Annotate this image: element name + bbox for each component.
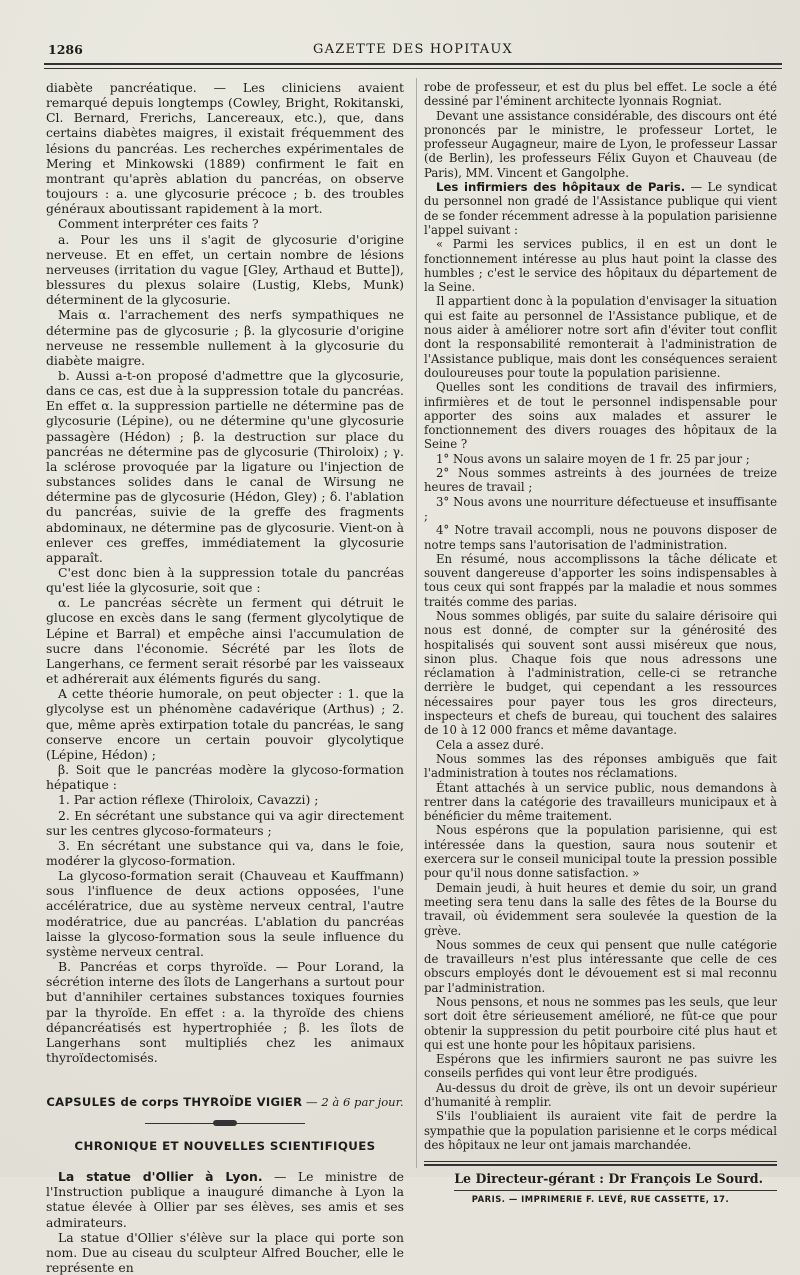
paragraph: Nous sommes de ceux qui pensent que nulle catégorie de travailleurs n'est plus intéressante que celle de ces obscurs employés dont le dévouement est si mal reconnu par l'administration. bbox=[424, 937, 777, 995]
advertisement bbox=[46, 1095, 404, 1109]
signature-rule bbox=[424, 1161, 777, 1162]
paragraph: « Parmi les services publics, il en est un dont le fonctionnement intéresse au plus haut point la classe des humbles ; c'est le service des hôpitaux du département de la Seine. bbox=[424, 237, 777, 295]
signature-rule-thick bbox=[424, 1164, 777, 1166]
page-header bbox=[48, 42, 778, 64]
paragraph: robe de professeur, et est du plus bel effet. Le socle a été dessiné par l'éminent architecte lyonnais Rogniat. bbox=[424, 80, 777, 109]
paragraph: Étant attachés à un service public, nous demandons à rentrer dans la catégorie des travailleurs municipaux et à bénéficier du même traitement. bbox=[424, 780, 777, 824]
paragraph: Nous espérons que la population parisienne, qui est intéressée dans la question, saura nous soutenir et exercera sur le conseil municipal toute la pression possible pour qu'il nous donne satisfaction. » bbox=[424, 823, 777, 881]
paragraph: 3° Nous avons une nourriture défectueuse et insuffisante ; bbox=[424, 494, 777, 523]
paragraph: diabète pancréatique. — Les cliniciens avaient remarqué depuis longtemps (Cowley, Bright, Rokitanski, Cl. Bernard, Frerichs, Lancereaux, etc.), que, dans certains diabètes maigres, il existait fréquemment des lésions du pancréas. Les recherches expérimentales de Mering et Minkowski (1889) confirment le fait en montrant qu'après ablation du pancréas, on observe toujours : a. une glycosurie précoce ; b. des troubles généraux aboutissant rapidement à la mort. bbox=[46, 80, 404, 217]
header-rule-thick bbox=[44, 63, 782, 65]
paragraph: Quelles sont les conditions de travail des infirmiers, infirmières et de tout le personnel indispensable pour apporter des soins aux malades et assurer le fonctionnement des divers rouages des hôpitaux de la Seine ? bbox=[424, 380, 777, 452]
article-text: — Le ministre de l'Instruction publique a inauguré dimanche à Lyon la statue élevée à Ollier par ses élèves, ses amis et ses admirateurs. bbox=[46, 1169, 404, 1230]
paragraph: 1. Par action réflexe (Thiroloix, Cavazzi) ; bbox=[58, 792, 319, 808]
printer-line: PARIS. — IMPRIMERIE F. LEVÉ, RUE CASSETTE, 17. bbox=[471, 1194, 730, 1205]
paragraph: Mais α. l'arrachement des nerfs sympathiques ne détermine pas de glycosurie ; β. la glycosurie d'origine nerveuse ne ressemble nullement à la glycosurie du diabète maigre. bbox=[46, 307, 404, 368]
paragraph: S'ils l'oubliaient ils auraient vite fait de perdre la sympathie que la population parisienne et le corps médical des hôpitaux ne leur ont jamais marchandée. bbox=[424, 1109, 777, 1152]
right-column bbox=[424, 80, 777, 1204]
paragraph: 4° Notre travail accompli, nous ne pouvons disposer de notre temps sans l'autorisation de l'administration. bbox=[424, 523, 777, 552]
paragraph: α. Le pancréas sécrète un ferment qui détruit le glucose en excès dans le sang (ferment glycolytique de Lépine et Barral) et empêche ainsi l'accumulation de sucre dans l'économie. Sécrété par les îlots de Langerhans, ce ferment serait résorbé par les vaisseaux et adhérerait aux éléments figurés du sang. bbox=[46, 595, 404, 687]
ad-product: CAPSULES de corps THYROÏDE VIGIER bbox=[46, 1095, 303, 1110]
paragraph: 2. En sécrétant une substance qui va agir directement sur les centres glycoso-formateurs ; bbox=[46, 807, 404, 838]
paragraph: La statue d'Ollier s'élève sur la place qui porte son nom. Due au ciseau du sculpteur Alfred Boucher, elle le représente en bbox=[46, 1229, 404, 1275]
paragraph: Nous sommes las des réponses ambiguës que fait l'administration à toutes nos réclamations. bbox=[424, 751, 777, 781]
director-signature: Le Directeur-gérant : Dr François Le Sourd. bbox=[454, 1171, 763, 1187]
paragraph: Demain jeudi, à huit heures et demie du soir, un grand meeting sera tenu dans la salle des fêtes de la Bourse du travail, où évidemment sera soulevée la question de la grève. bbox=[424, 880, 777, 938]
paragraph: a. Pour les uns il s'agit de glycosurie d'origine nerveuse. Et en effet, un certain nombre de lésions nerveuses (irritation du vague [Gley, Arthaud et Butte]), blessures du plexus solaire (Lustig, Klebs, Munk) déterminent de la glycosurie. bbox=[46, 231, 404, 308]
journal-title: GAZETTE DES HOPITAUX bbox=[313, 42, 513, 57]
paragraph: Espérons que les infirmiers sauront ne pas suivre les conseils perfides qui vont leur être prodigués. bbox=[424, 1052, 777, 1081]
paragraph: Devant une assistance considérable, des discours ont été prononcés par le ministre, le professeur Lortet, le professeur Augagneur, maire de Lyon, le professeur Lassar (de Berlin), les professeurs Félix Guyon et Chauveau (de Paris), MM. Vincent et Gangolphe. bbox=[424, 108, 777, 180]
article-text: — Le syndicat du personnel non gradé de l'Assistance publique qui vient de se fonder récemment adresse à la population parisienne l'appel suivant : bbox=[424, 180, 777, 237]
section-title: CHRONIQUE ET NOUVELLES SCIENTIFIQUES bbox=[74, 1139, 376, 1154]
column-divider bbox=[416, 78, 417, 1168]
paragraph: b. Aussi a-t-on proposé d'admettre que la glycosurie, dans ce cas, est due à la suppression totale du pancréas. En effet α. la suppression partielle ne détermine pas de glycosurie (Lépine), ou ne détermine qu'une glycosurie passagère (Hédon) ; β. la destruction sur place du pancréas ne détermine pas de glycosurie (Thiroloix) ; γ. la sclérose provoquée par la ligature ou l'injection de substances solides dans le canal de Wirsung ne détermine pas de glycosurie (Hédon, Gley) ; δ. l'ablation du pancréas, suivie de la greffe des fragments abdominaux, ne détermine pas de glycosurie. Vient-on à enlever ces greffes, immédiatement la glycosurie apparaît. bbox=[46, 367, 404, 565]
article-lead: La statue d'Ollier à Lyon. bbox=[58, 1169, 263, 1185]
left-column bbox=[46, 80, 404, 1275]
ornament-divider bbox=[145, 1120, 305, 1126]
paragraph: 3. En sécrétant une substance qui va, dans le foie, modérer la glycoso-formation. bbox=[46, 837, 404, 868]
paragraph: Cela a assez duré. bbox=[436, 737, 544, 752]
page-number: 1286 bbox=[48, 42, 83, 57]
paragraph: 2° Nous sommes astreints à des journées de treize heures de travail ; bbox=[424, 466, 777, 495]
article-lead: Les infirmiers des hôpitaux de Paris. bbox=[436, 180, 686, 195]
paragraph: 1° Nous avons un salaire moyen de 1 fr. 25 par jour ; bbox=[436, 451, 750, 466]
header-rule-thin bbox=[44, 68, 782, 69]
printer-rule bbox=[454, 1190, 777, 1191]
paragraph: B. Pancréas et corps thyroïde. — Pour Lorand, la sécrétion interne des îlots de Langerhans a surtout pour but d'annihiler certaines substances toxiques fournies par la thyroïde. En effet : a. la thyroïde des chiens dépancréatisés est hypertrophiée ; β. les îlots de Langerhans sont multipliés chez les animaux thyroïdectomisés. bbox=[46, 959, 404, 1065]
paragraph: A cette théorie humorale, on peut objecter : 1. que la glycolyse est un phénomène cadavérique (Arthus) ; 2. que, même après extirpation totale du pancréas, le sang conserve encore un certain pouvoir glycolytique (Lépine, Hédon) ; bbox=[46, 686, 404, 762]
paragraph: Comment interpréter ces faits ? bbox=[58, 216, 259, 232]
paragraph: Nous sommes obligés, par suite du salaire dérisoire qui nous est donné, de compter sur la générosité des hospitalisés qui souvent sont aussi miséreux que nous, sinon plus. Chaque fois que nous adressons une réclamation à l'administration, celle-ci se retranche derrière le budget, qui cependant a les ressources nécessaires pour payer tous les gros directeurs, inspecteurs et chefs de bureau, qui touchent des salaires de 10 à 12 000 francs et même davantage. bbox=[424, 608, 777, 738]
paragraph: β. Soit que le pancréas modère la glycoso-formation hépatique : bbox=[46, 762, 404, 793]
paragraph: En résumé, nous accomplissons la tâche délicate et souvent dangereuse d'apporter les soins indispensables à tous ceux qui sont frappés par la maladie et nous sommes traités comme des parias. bbox=[424, 551, 777, 609]
ad-dosage: — 2 à 6 par jour. bbox=[302, 1095, 404, 1110]
paragraph: Au-dessus du droit de grève, ils ont un devoir supérieur d'humanité à remplir. bbox=[424, 1080, 777, 1110]
paragraph: C'est donc bien à la suppression totale du pancréas qu'est liée la glycosurie, soit que : bbox=[46, 565, 404, 596]
paragraph: La glycoso-formation serait (Chauveau et Kauffmann) sous l'influence de deux actions opposées, l'une accélératrice, due au système nerveux central, l'autre modératrice, due au pancréas. L'ablation du pancréas laisse la glycoso-formation sous la seule influence du système nerveux central. bbox=[46, 868, 404, 959]
paragraph bbox=[424, 180, 777, 237]
paragraph: Nous pensons, et nous ne sommes pas les seuls, que leur sort doit être sérieusement amélioré, ne fût-ce que pour obtenir la suppression du petit pourboire cité plus haut et qui est une honte pour les hôpitaux parisiens. bbox=[424, 995, 777, 1052]
paragraph: Il appartient donc à la population d'envisager la situation qui est faite au personnel de l'Assistance publique, et de nous aider à améliorer notre sort afin d'éviter tout conflit dont la responsabilité remonterait à l'administration de l'Assistance publique, mais dont les conséquences seraient douloureuses pour toute la population parisienne. bbox=[424, 294, 777, 380]
paragraph bbox=[46, 1169, 404, 1230]
